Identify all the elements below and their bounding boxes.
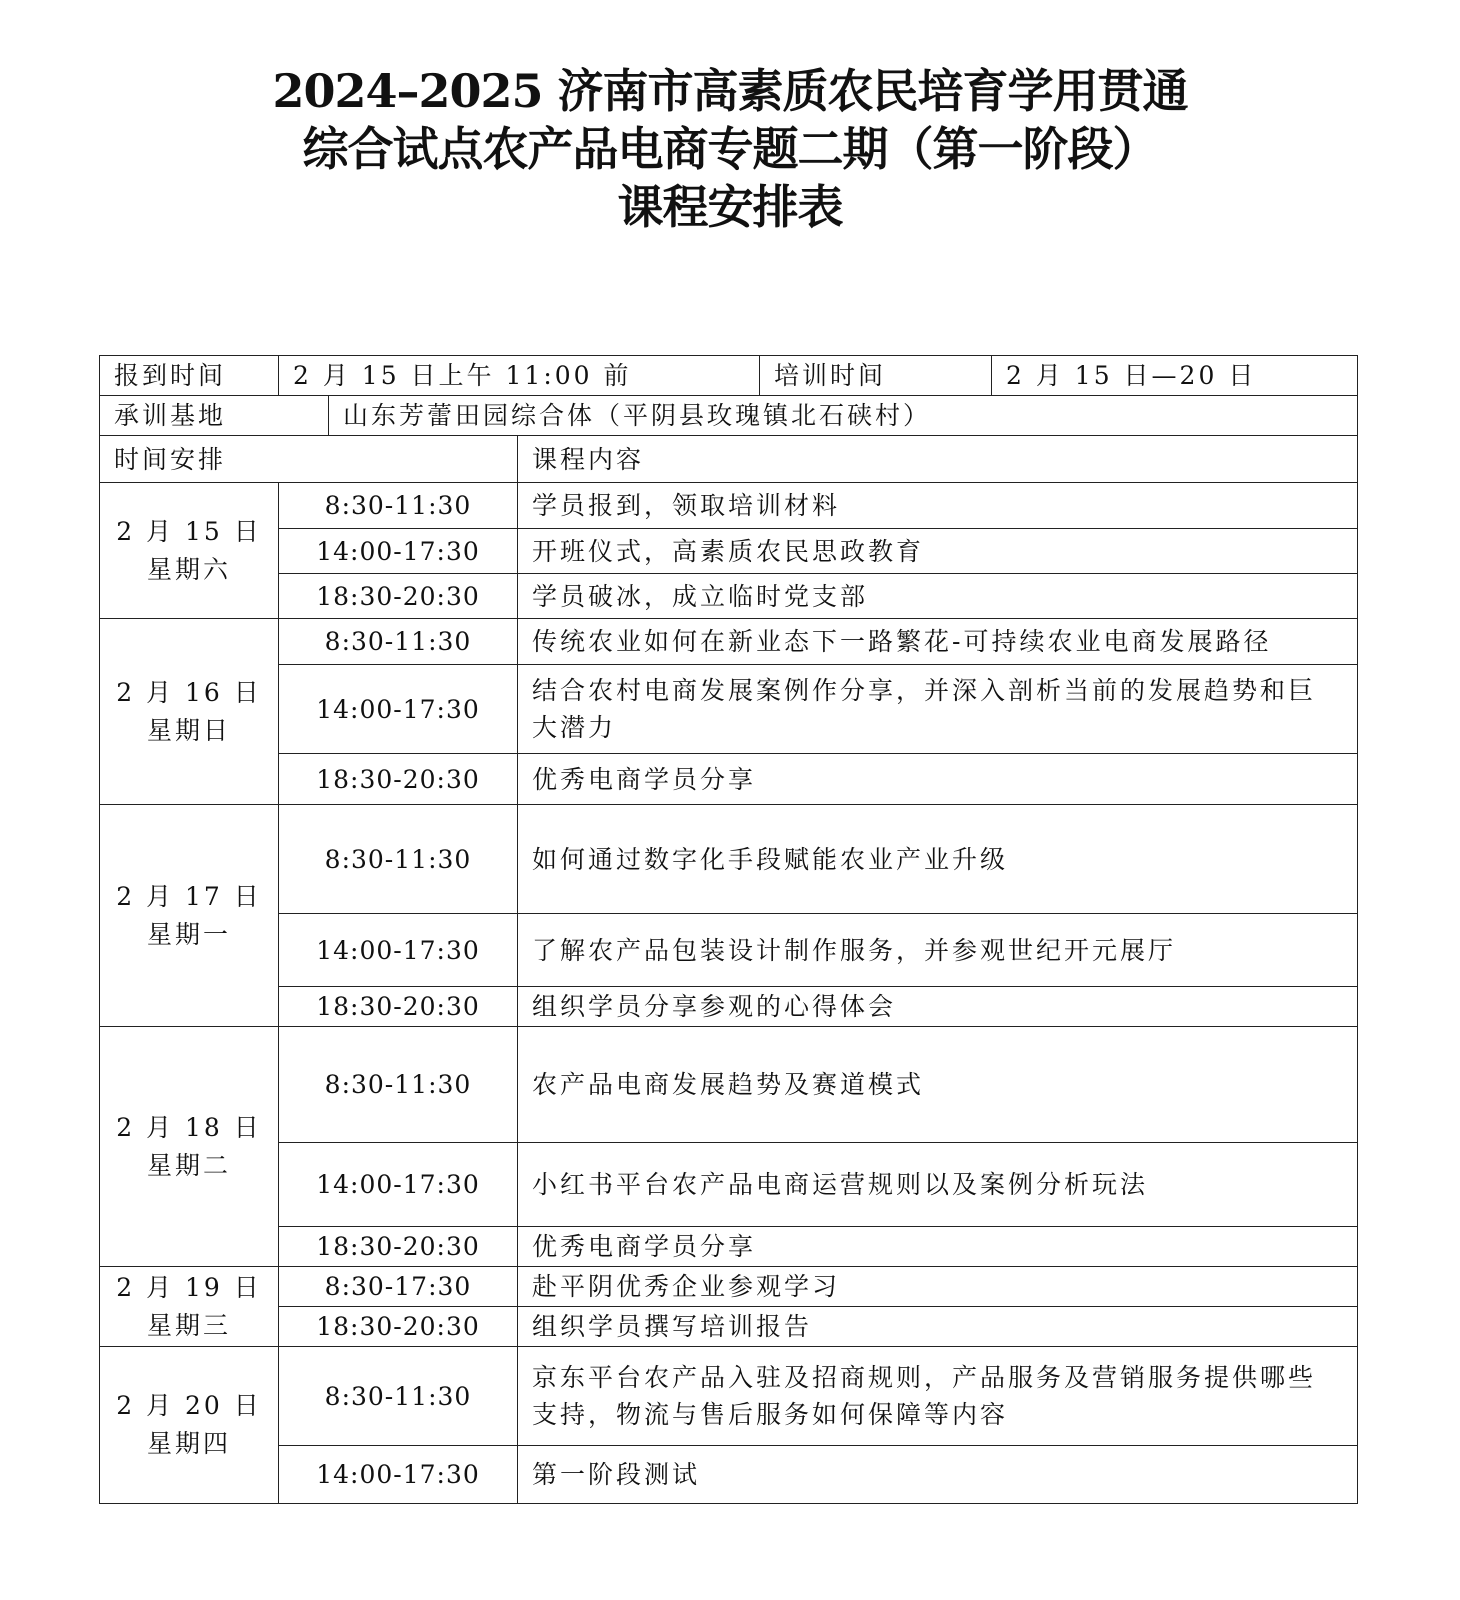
- session-content: 农产品电商发展趋势及赛道模式: [518, 1027, 1358, 1143]
- document-title: [0, 62, 1460, 236]
- session-time: 18:30-20:30: [279, 1227, 518, 1267]
- session-content: 结合农村电商发展案例作分享，并深入剖析当前的发展趋势和巨大潜力: [518, 665, 1358, 754]
- training-label: 培训时间: [760, 356, 992, 396]
- session-time: 14:00-17:30: [279, 1446, 518, 1504]
- table-row: [100, 1143, 1358, 1227]
- table-row: [100, 529, 1358, 574]
- day-weekday: 星期六: [146, 554, 231, 584]
- day-date: 2 月 19 日: [116, 1272, 262, 1302]
- session-time: 8:30-11:30: [279, 483, 518, 529]
- table-row: [100, 1307, 1358, 1347]
- table-row: [100, 1027, 1358, 1143]
- table-row: [100, 754, 1358, 805]
- session-content: 组织学员分享参观的心得体会: [518, 987, 1358, 1027]
- table-row: [100, 665, 1358, 754]
- session-time: 14:00-17:30: [279, 914, 518, 987]
- table-row: [100, 805, 1358, 914]
- table-row: [100, 574, 1358, 619]
- session-time: 8:30-11:30: [279, 1027, 518, 1143]
- session-content: 传统农业如何在新业态下一路繁花-可持续农业电商发展路径: [518, 619, 1358, 665]
- training-value: 2 月 15 日—20 日: [992, 356, 1358, 396]
- day-date: 2 月 20 日: [116, 1391, 262, 1420]
- table-row: [100, 483, 1358, 529]
- session-time: 18:30-20:30: [279, 987, 518, 1027]
- session-content: 如何通过数字化手段赋能农业产业升级: [518, 805, 1358, 914]
- session-content: 小红书平台农产品电商运营规则以及案例分析玩法: [518, 1143, 1358, 1227]
- day-cell: [100, 805, 279, 1027]
- session-time: 18:30-20:30: [279, 1307, 518, 1347]
- session-time: 14:00-17:30: [279, 665, 518, 754]
- day-date: 2 月 16 日: [116, 677, 262, 707]
- table-row: [100, 987, 1358, 1027]
- session-time: 14:00-17:30: [279, 529, 518, 574]
- session-time: 18:30-20:30: [279, 754, 518, 805]
- info-row-times: [100, 356, 1358, 396]
- checkin-value: 2 月 15 日上午 11:00 前: [279, 356, 760, 396]
- day-weekday: 星期一: [146, 919, 231, 949]
- day-weekday: 星期二: [146, 1150, 231, 1180]
- day-cell: [100, 1027, 279, 1267]
- day-date: 2 月 17 日: [116, 881, 262, 911]
- time-column-header: 时间安排: [100, 436, 518, 483]
- session-content: 学员报到，领取培训材料: [518, 483, 1358, 529]
- table-row: [100, 1446, 1358, 1504]
- session-content: 了解农产品包装设计制作服务，并参观世纪开元展厅: [518, 914, 1358, 987]
- info-row-base: [100, 396, 1358, 436]
- session-time: 14:00-17:30: [279, 1143, 518, 1227]
- day-weekday: 星期四: [146, 1429, 231, 1458]
- title-line-1: 2024–2025 济南市高素质农民培育学用贯通: [272, 64, 1188, 118]
- day-weekday: 星期日: [146, 715, 231, 745]
- checkin-label: 报到时间: [100, 356, 279, 396]
- session-content: 优秀电商学员分享: [518, 754, 1358, 805]
- session-time: 8:30-11:30: [279, 619, 518, 665]
- session-content: 赴平阴优秀企业参观学习: [518, 1267, 1358, 1307]
- day-cell: [100, 1267, 279, 1347]
- day-cell: [100, 619, 279, 805]
- session-content: 优秀电商学员分享: [518, 1227, 1358, 1267]
- table-row: [100, 914, 1358, 987]
- table-row: [100, 619, 1358, 665]
- content-column-header: 课程内容: [518, 436, 1358, 483]
- session-content: 第一阶段测试: [518, 1446, 1358, 1504]
- base-label: 承训基地: [100, 396, 329, 436]
- base-value: 山东芳蕾田园综合体（平阴县玫瑰镇北石硖村）: [329, 396, 1358, 436]
- table-row: [100, 1347, 1358, 1446]
- session-time: 18:30-20:30: [279, 574, 518, 619]
- session-time: 8:30-11:30: [279, 805, 518, 914]
- day-date: 2 月 15 日: [116, 516, 262, 546]
- session-content: 开班仪式，高素质农民思政教育: [518, 529, 1358, 574]
- session-content: 京东平台农产品入驻及招商规则，产品服务及营销服务提供哪些支持，物流与售后服务如何保障等内容: [518, 1347, 1358, 1446]
- table-row: [100, 1267, 1358, 1307]
- day-weekday: 星期三: [146, 1310, 231, 1340]
- title-line-3: 课程安排表: [617, 180, 843, 234]
- title-line-2: 综合试点农产品电商专题二期（第一阶段）: [302, 122, 1158, 176]
- day-cell: [100, 1347, 279, 1504]
- session-time: 8:30-17:30: [279, 1267, 518, 1307]
- session-content: 组织学员撰写培训报告: [518, 1307, 1358, 1347]
- day-cell: [100, 483, 279, 619]
- day-date: 2 月 18 日: [116, 1112, 262, 1142]
- table-row: [100, 1227, 1358, 1267]
- session-time: 8:30-11:30: [279, 1347, 518, 1446]
- header-row: [100, 436, 1358, 483]
- schedule-table: [99, 355, 1358, 1504]
- session-content: 学员破冰，成立临时党支部: [518, 574, 1358, 619]
